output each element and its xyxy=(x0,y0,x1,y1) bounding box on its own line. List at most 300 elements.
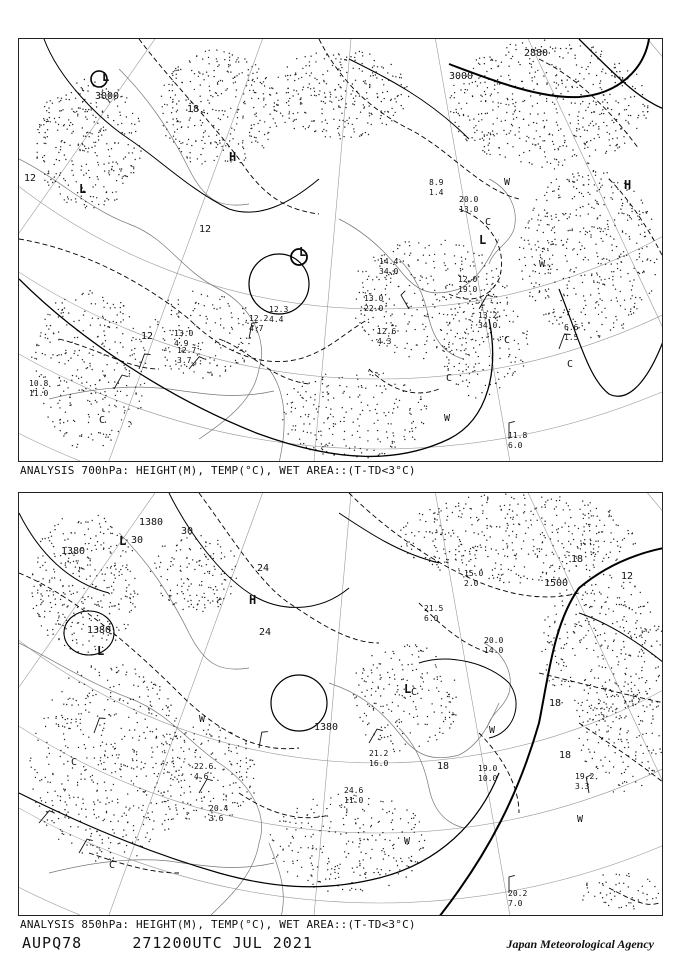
wet-dot xyxy=(533,539,534,540)
wet-dot xyxy=(91,147,92,148)
wet-dot xyxy=(435,532,436,533)
wet-dot xyxy=(602,685,603,686)
wet-dot xyxy=(94,145,95,146)
air-mass-marker: C xyxy=(567,359,574,370)
wet-dot xyxy=(542,251,543,252)
wet-dot xyxy=(468,561,469,562)
wet-dot xyxy=(390,315,391,316)
wet-dot xyxy=(70,122,71,123)
wet-dot xyxy=(90,836,91,837)
wet-dot xyxy=(468,333,469,334)
wet-dot xyxy=(554,239,555,240)
wet-dot xyxy=(582,500,583,501)
wet-dot xyxy=(394,98,395,99)
wet-dot xyxy=(267,139,268,140)
wet-dot xyxy=(432,304,433,305)
wet-dot xyxy=(90,103,91,104)
wet-dot xyxy=(638,678,639,679)
wet-dot xyxy=(547,264,548,265)
wet-dot xyxy=(459,245,460,246)
wet-dot xyxy=(264,85,265,86)
wet-dot xyxy=(206,316,207,317)
wet-dot xyxy=(198,348,199,349)
wet-dot xyxy=(332,65,333,66)
wet-dot xyxy=(82,127,83,128)
wet-dot xyxy=(433,279,434,280)
wet-dot xyxy=(39,780,40,781)
wet-dot xyxy=(486,71,487,72)
wet-dot xyxy=(174,70,175,71)
wet-dot xyxy=(524,257,525,258)
wet-dot xyxy=(126,564,127,565)
wet-dot xyxy=(85,521,86,522)
wet-dot xyxy=(278,104,279,105)
wet-dot xyxy=(121,96,122,97)
wet-dot xyxy=(223,598,224,599)
wet-dot xyxy=(208,75,209,76)
wet-dot xyxy=(576,710,577,711)
wet-dot xyxy=(311,72,312,73)
wet-dot xyxy=(369,115,370,116)
wet-dot xyxy=(459,307,460,308)
wet-dot xyxy=(102,730,103,731)
wet-dot xyxy=(420,399,421,400)
wet-dot xyxy=(215,110,216,111)
wet-dot xyxy=(119,698,120,699)
wet-dot xyxy=(118,670,119,671)
wet-dot xyxy=(149,841,150,842)
wet-dot xyxy=(296,58,297,59)
wet-dot xyxy=(572,648,573,649)
wet-dot xyxy=(445,270,446,271)
wet-dot xyxy=(482,150,483,151)
wet-dot xyxy=(125,156,126,157)
wet-dot xyxy=(326,83,327,84)
wet-dot xyxy=(448,370,449,371)
wet-dot xyxy=(340,86,341,87)
wet-dot xyxy=(61,140,62,141)
wet-dot xyxy=(411,422,412,423)
wet-dot xyxy=(393,251,394,252)
wet-dot xyxy=(102,343,103,344)
wet-dot xyxy=(242,72,243,73)
wet-dot xyxy=(476,517,477,518)
wet-dot xyxy=(168,819,169,820)
wet-dot xyxy=(205,542,206,543)
wet-dot xyxy=(548,242,549,243)
wet-dot xyxy=(619,733,620,734)
wet-dot xyxy=(589,526,590,527)
wet-dot xyxy=(610,552,611,553)
wet-dot xyxy=(458,505,459,506)
wet-dot xyxy=(332,444,333,445)
wet-dot xyxy=(480,95,481,96)
wet-dot xyxy=(251,136,252,137)
wet-dot xyxy=(49,314,50,315)
wet-dot xyxy=(324,445,325,446)
wet-dot xyxy=(69,698,70,699)
wet-dot xyxy=(108,326,109,327)
wet-dot xyxy=(172,84,173,85)
wet-dot xyxy=(76,181,77,182)
wet-dot xyxy=(129,132,130,133)
wet-dot xyxy=(484,146,485,147)
wet-dot xyxy=(647,746,648,747)
wet-dot xyxy=(444,253,445,254)
wet-dot xyxy=(194,364,195,365)
wet-dot xyxy=(546,101,547,102)
wet-dot xyxy=(231,327,232,328)
wet-dot xyxy=(573,319,574,320)
wet-dot xyxy=(583,513,584,514)
wet-dot xyxy=(605,667,606,668)
wet-dot xyxy=(64,299,65,300)
wet-dot xyxy=(511,497,512,498)
wet-dot xyxy=(507,527,508,528)
wet-dot xyxy=(295,74,296,75)
wet-dot xyxy=(59,407,60,408)
wet-dot xyxy=(36,605,37,606)
wet-dot xyxy=(45,337,46,338)
wet-dot xyxy=(133,590,134,591)
wet-dot xyxy=(59,362,60,363)
wet-dot xyxy=(374,260,375,261)
wet-dot xyxy=(230,550,231,551)
wet-dot xyxy=(552,684,553,685)
wet-dot xyxy=(593,628,594,629)
wet-dot xyxy=(528,227,529,228)
wet-dot xyxy=(122,333,123,334)
wet-dot xyxy=(229,57,230,58)
wet-dot xyxy=(280,113,281,114)
wet-dot xyxy=(545,507,546,508)
wet-dot xyxy=(77,607,78,608)
wet-dot xyxy=(145,719,146,720)
wet-dot xyxy=(82,597,83,598)
wet-dot xyxy=(397,406,398,407)
wet-dot xyxy=(398,286,399,287)
wet-dot xyxy=(254,92,255,93)
wet-dot xyxy=(459,570,460,571)
wet-dot xyxy=(544,151,545,152)
wet-dot xyxy=(576,155,577,156)
wet-dot xyxy=(471,324,472,325)
wet-dot xyxy=(644,606,645,607)
wet-dot xyxy=(142,805,143,806)
wet-dot xyxy=(655,667,656,668)
wet-dot xyxy=(97,162,98,163)
wet-dot xyxy=(133,783,134,784)
wet-dot xyxy=(367,122,368,123)
wet-dot xyxy=(523,512,524,513)
wet-dot xyxy=(547,240,548,241)
wet-dot xyxy=(590,234,591,235)
wet-dot xyxy=(580,215,581,216)
wet-dot xyxy=(552,532,553,533)
wet-dot xyxy=(575,136,576,137)
wet-dot xyxy=(130,422,131,423)
wet-dot xyxy=(60,796,61,797)
wet-dot xyxy=(49,386,50,387)
wet-dot xyxy=(133,825,134,826)
wet-dot xyxy=(482,513,483,514)
wet-dot xyxy=(73,698,74,699)
wet-dot xyxy=(321,443,322,444)
wet-dot xyxy=(472,371,473,372)
wet-dot xyxy=(532,296,533,297)
wet-dot xyxy=(444,297,445,298)
wet-dot xyxy=(533,89,534,90)
wet-dot xyxy=(515,357,516,358)
wet-dot xyxy=(99,619,100,620)
wet-dot xyxy=(498,102,499,103)
wet-dot xyxy=(521,548,522,549)
wet-dot xyxy=(190,315,191,316)
wet-dot xyxy=(381,255,382,256)
wet-dot xyxy=(110,692,111,693)
wet-dot xyxy=(484,91,485,92)
wet-dot xyxy=(475,340,476,341)
wet-dot xyxy=(434,340,435,341)
wet-dot xyxy=(631,594,632,595)
wet-dot xyxy=(604,308,605,309)
wet-dot xyxy=(201,581,202,582)
wet-dot xyxy=(51,820,52,821)
wet-dot xyxy=(512,519,513,520)
wet-dot xyxy=(656,706,657,707)
wet-dot xyxy=(404,439,405,440)
wet-dot xyxy=(399,245,400,246)
wet-dot xyxy=(466,564,467,565)
wet-dot xyxy=(58,639,59,640)
wet-dot xyxy=(217,84,218,85)
wet-dot xyxy=(156,803,157,804)
wet-dot xyxy=(482,138,483,139)
wet-dot xyxy=(480,544,481,545)
wet-dot xyxy=(614,639,615,640)
wet-dot xyxy=(296,119,297,120)
wet-dot xyxy=(345,445,346,446)
wet-dot xyxy=(327,391,328,392)
wet-dot xyxy=(355,52,356,53)
wet-dot xyxy=(596,203,597,204)
wet-dot xyxy=(282,419,283,420)
wet-dot xyxy=(114,743,115,744)
wet-dot xyxy=(82,852,83,853)
wet-dot xyxy=(70,826,71,827)
wet-dot xyxy=(586,700,587,701)
wet-dot xyxy=(566,643,567,644)
wet-dot xyxy=(122,176,123,177)
wet-dot xyxy=(598,665,599,666)
wet-dot xyxy=(489,365,490,366)
wet-dot xyxy=(520,577,521,578)
station-value: 6.6 xyxy=(564,323,579,332)
wet-dot xyxy=(178,368,179,369)
wet-dot xyxy=(201,585,202,586)
wet-dot xyxy=(638,701,639,702)
wet-dot xyxy=(633,191,634,192)
wet-dot xyxy=(95,669,96,670)
wet-dot xyxy=(91,550,92,551)
wet-dot xyxy=(202,148,203,149)
wet-dot xyxy=(604,720,605,721)
wet-dot xyxy=(90,776,91,777)
wet-dot xyxy=(624,781,625,782)
wet-dot xyxy=(103,547,104,548)
wet-dot xyxy=(59,624,60,625)
coastline xyxy=(484,643,510,728)
wet-dot xyxy=(162,113,163,114)
wet-dot xyxy=(544,249,545,250)
wet-dot xyxy=(126,385,127,386)
wet-dot xyxy=(127,766,128,767)
wet-dot xyxy=(77,671,78,672)
wet-dot xyxy=(559,146,560,147)
wet-dot xyxy=(621,585,622,586)
wet-dot xyxy=(83,624,84,625)
wet-dot xyxy=(65,562,66,563)
wet-dot xyxy=(404,429,405,430)
wet-dot xyxy=(152,751,153,752)
wet-dot xyxy=(234,76,235,77)
wet-dot xyxy=(148,817,149,818)
wet-dot xyxy=(212,575,213,576)
wet-dot xyxy=(408,356,409,357)
wet-dot xyxy=(491,288,492,289)
wet-dot xyxy=(40,585,41,586)
wet-dot xyxy=(563,509,564,510)
wet-dot xyxy=(432,564,433,565)
wet-dot xyxy=(58,617,59,618)
wet-dot xyxy=(473,532,474,533)
wet-dot xyxy=(552,545,553,546)
pressure-center-marker: L xyxy=(79,182,87,196)
wet-dot xyxy=(100,745,101,746)
wet-dot xyxy=(470,265,471,266)
station-value: 19.0 xyxy=(458,285,478,294)
wet-dot xyxy=(613,271,614,272)
wet-dot xyxy=(631,682,632,683)
wet-dot xyxy=(568,281,569,282)
wet-dot xyxy=(596,724,597,725)
wet-dot xyxy=(442,350,443,351)
wet-dot xyxy=(131,767,132,768)
wet-dot xyxy=(362,282,363,283)
wet-dot xyxy=(469,373,470,374)
wet-dot xyxy=(79,571,80,572)
wet-dot xyxy=(365,83,366,84)
wet-dot xyxy=(593,552,594,553)
wet-dot xyxy=(566,48,567,49)
wet-dot xyxy=(232,328,233,329)
wet-dot xyxy=(178,69,179,70)
wet-dot xyxy=(171,310,172,311)
wet-dot xyxy=(505,120,506,121)
wet-dot xyxy=(126,672,127,673)
wet-dot xyxy=(567,239,568,240)
wet-dot xyxy=(510,58,511,59)
wet-dot xyxy=(594,752,595,753)
wet-dot xyxy=(442,345,443,346)
wet-dot xyxy=(152,731,153,732)
wet-dot xyxy=(229,53,230,54)
wet-dot xyxy=(537,113,538,114)
wet-dot xyxy=(450,308,451,309)
wet-dot xyxy=(633,279,634,280)
wet-dot xyxy=(90,560,91,561)
wet-dot xyxy=(481,262,482,263)
wet-dot xyxy=(454,92,455,93)
wet-dot xyxy=(505,494,506,495)
wet-dot xyxy=(621,717,622,718)
wet-dot xyxy=(156,782,157,783)
wet-dot xyxy=(642,606,643,607)
wet-dot xyxy=(144,763,145,764)
wet-dot xyxy=(105,129,106,130)
wet-dot xyxy=(97,799,98,800)
wet-dot xyxy=(492,101,493,102)
wet-dot xyxy=(411,315,412,316)
wet-dot xyxy=(596,778,597,779)
wet-dot xyxy=(595,244,596,245)
wet-dot xyxy=(133,685,134,686)
wet-dot xyxy=(180,549,181,550)
wet-dot xyxy=(422,514,423,515)
wet-dot xyxy=(401,77,402,78)
wet-dot xyxy=(551,230,552,231)
wet-dot xyxy=(39,132,40,133)
wet-dot xyxy=(536,83,537,84)
wet-dot xyxy=(93,782,94,783)
wet-dot xyxy=(607,725,608,726)
wet-dot xyxy=(86,579,87,580)
wet-dot xyxy=(628,730,629,731)
wet-dot xyxy=(120,555,121,556)
wet-dot xyxy=(601,228,602,229)
wet-dot xyxy=(46,102,47,103)
wet-dot xyxy=(562,605,563,606)
wet-dot xyxy=(64,307,65,308)
wet-dot xyxy=(168,706,169,707)
wet-dot xyxy=(588,621,589,622)
wet-dot xyxy=(377,404,378,405)
wet-dot xyxy=(54,164,55,165)
wet-dot xyxy=(214,359,215,360)
wet-dot xyxy=(595,731,596,732)
wet-dot xyxy=(422,300,423,301)
wet-dot xyxy=(614,225,615,226)
wet-dot xyxy=(99,835,100,836)
wet-dot xyxy=(377,66,378,67)
wet-dot xyxy=(117,799,118,800)
wet-dot xyxy=(596,708,597,709)
wet-dot xyxy=(300,443,301,444)
wet-dot xyxy=(40,797,41,798)
wet-dot xyxy=(200,548,201,549)
wet-dot xyxy=(44,106,45,107)
wet-dot xyxy=(444,562,445,563)
wet-dot xyxy=(422,277,423,278)
wet-dot xyxy=(570,122,571,123)
wet-dot xyxy=(263,98,264,99)
wet-dot xyxy=(263,93,264,94)
wet-dot xyxy=(535,300,536,301)
wet-dot xyxy=(137,408,138,409)
wet-dot xyxy=(363,108,364,109)
wet-dot xyxy=(365,271,366,272)
wet-dot xyxy=(606,731,607,732)
